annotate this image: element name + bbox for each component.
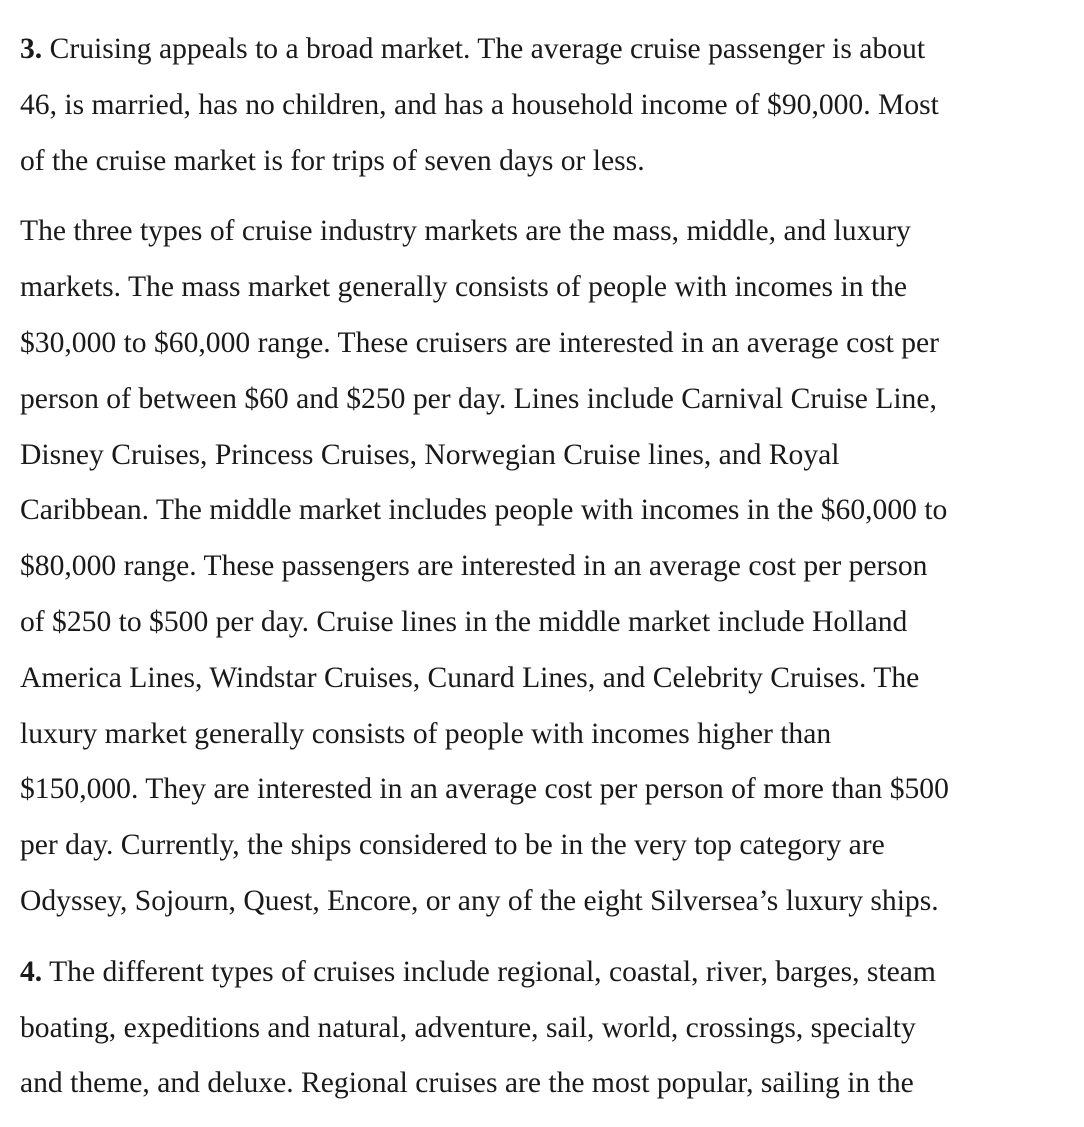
paragraph-number: 4. [20,955,43,988]
text-line: person of between $60 and $250 per day. Lines include Carnival Cruise Line, [20,382,937,415]
paragraph-number: 3. [20,33,43,65]
paragraph-3 [20,22,1076,189]
text-line: The three types of cruise industry markets are the mass, middle, and luxury [20,215,911,248]
document-body [20,22,1076,1127]
text-line: 46, is married, has no children, and has a household income of $90,000. Most [20,88,939,121]
text-line: and theme, and deluxe. Regional cruises are the most popular, sailing in the [20,1067,914,1100]
text-line: boating, expeditions and natural, adventure, sail, world, crossings, specialty [20,1011,916,1044]
text-line: America Lines, Windstar Cruises, Cunard Lines, and Celebrity Cruises. The [20,661,920,694]
paragraph-4 [20,945,1076,1112]
text-line: of $250 to $500 per day. Cruise lines in the middle market include Holland [20,605,908,638]
text-line: $150,000. They are interested in an average cost per person of more than $500 [20,773,949,806]
text-line: markets. The mass market generally consists of people with incomes in the [20,271,908,304]
paragraph-markets [20,204,1076,929]
text-line: luxury market generally consists of people with incomes higher than [20,717,832,750]
text-line: $30,000 to $60,000 range. These cruisers are interested in an average cost per [20,326,939,359]
text-line: 4. The different types of cruises include regional, coastal, river, barges, steam [20,955,936,988]
text-line: of the cruise market is for trips of seven days or less. [20,144,645,177]
text-line: $80,000 range. These passengers are interested in an average cost per person [20,550,928,583]
text-line: per day. Currently, the ships considered to be in the very top category are [20,829,885,862]
text-line: Disney Cruises, Princess Cruises, Norwegian Cruise lines, and Royal [20,438,840,471]
text-line: Odyssey, Sojourn, Quest, Encore, or any of the eight Silversea’s luxury ships. [20,884,939,917]
text-line: 3. Cruising appeals to a broad market. The average cruise passenger is about [20,33,926,65]
text-line: Caribbean. The middle market includes people with incomes in the $60,000 to [20,494,948,527]
